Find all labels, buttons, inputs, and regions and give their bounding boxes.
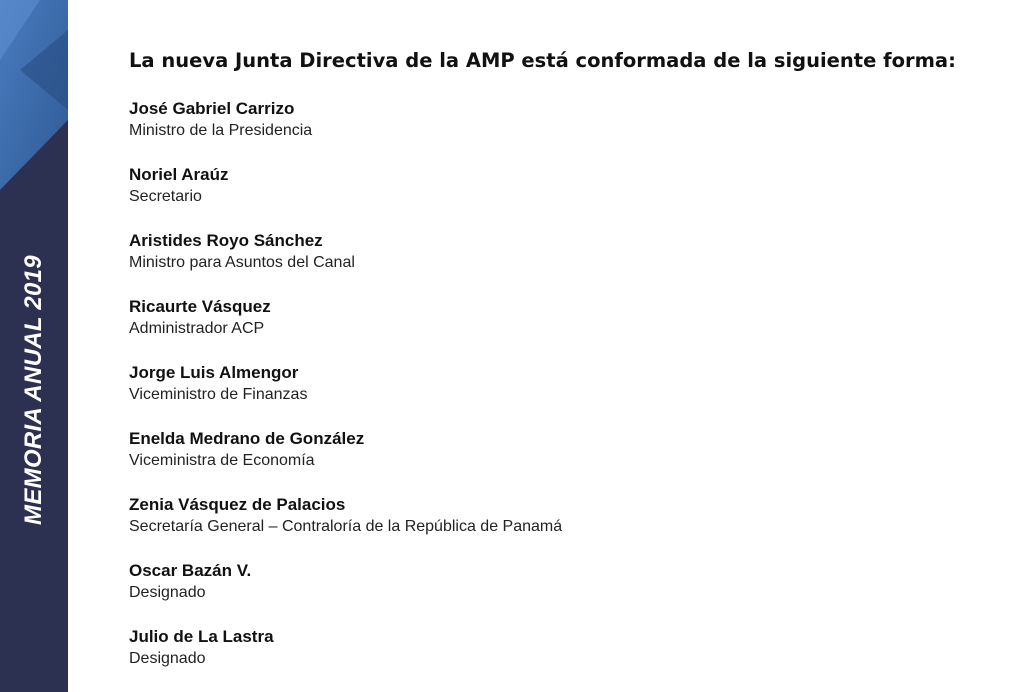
decorative-shape — [0, 0, 68, 200]
member-name: José Gabriel Carrizo — [129, 99, 295, 118]
member-role: Designado — [129, 584, 206, 601]
member-item — [129, 560, 1009, 604]
member-name: Aristides Royo Sánchez — [129, 231, 323, 250]
member-item — [129, 626, 1009, 670]
member-item — [129, 494, 1009, 538]
page-heading: La nueva Junta Directiva de la AMP está conformada de la siguiente forma: — [129, 49, 956, 72]
member-name: Zenia Vásquez de Palacios — [129, 495, 346, 514]
member-role: Viceministro de Finanzas — [129, 386, 308, 403]
member-item — [129, 230, 1009, 274]
member-item — [129, 362, 1009, 406]
member-name: Julio de La Lastra — [129, 627, 274, 646]
main-content — [129, 49, 1009, 692]
member-item — [129, 428, 1009, 472]
member-role: Designado — [129, 650, 206, 667]
member-item — [129, 164, 1009, 208]
member-item — [129, 296, 1009, 340]
member-name: Jorge Luis Almengor — [129, 363, 299, 382]
member-item — [129, 98, 1009, 142]
member-role: Secretario — [129, 188, 202, 205]
member-name: Enelda Medrano de González — [129, 429, 365, 448]
member-name: Ricaurte Vásquez — [129, 297, 271, 316]
sidebar-band — [0, 0, 68, 692]
member-name: Noriel Araúz — [129, 165, 229, 184]
member-role: Ministro de la Presidencia — [129, 122, 313, 139]
member-role: Ministro para Asuntos del Canal — [129, 254, 355, 271]
member-role: Viceministra de Economía — [129, 452, 315, 469]
member-name: Oscar Bazán V. — [129, 561, 252, 580]
sidebar-title: MEMORIA ANUAL 2019 — [20, 255, 47, 525]
member-role: Administrador ACP — [129, 320, 265, 337]
member-role: Secretaría General – Contraloría de la República de Panamá — [129, 518, 563, 535]
